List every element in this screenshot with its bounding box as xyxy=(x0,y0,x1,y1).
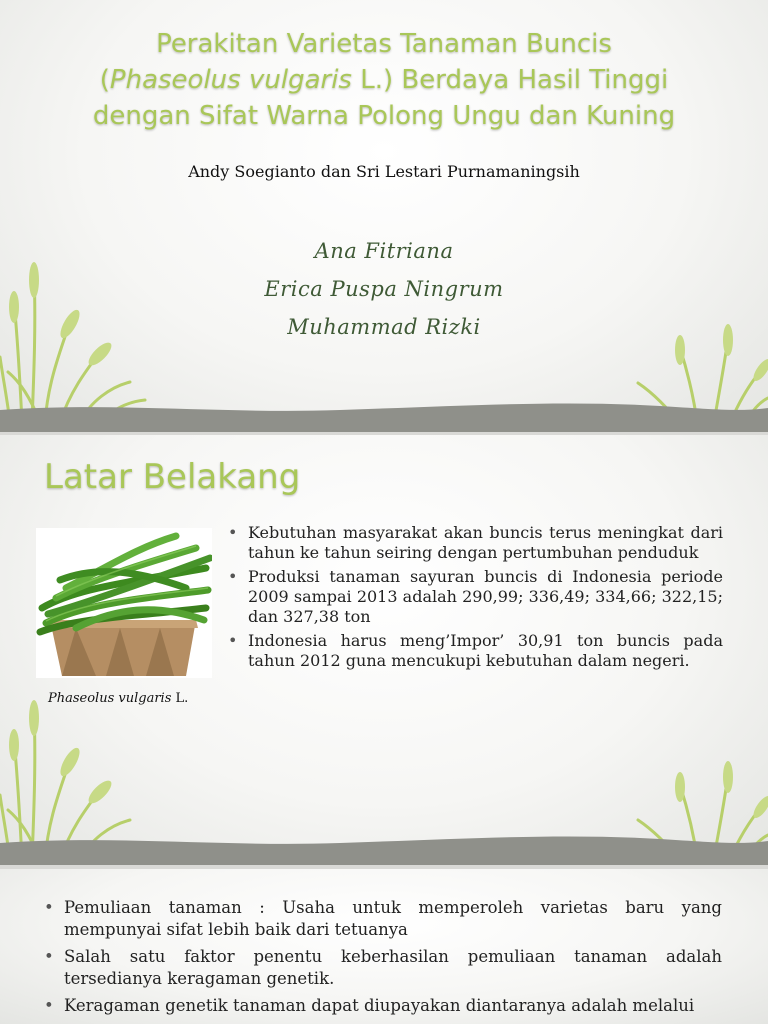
team-member: Ana Fitriana xyxy=(314,239,454,263)
list-item: • Indonesia harus meng’Impor’ 30,91 ton buncis pada tahun 2012 guna mencukupi kebutuhan dalam negeri. xyxy=(226,631,723,671)
list-item: • Pemuliaan tanaman : Usaha untuk memperoleh varietas baru yang mempunyai sifat lebih baik dari tetuanya xyxy=(42,897,722,941)
list-item: • Produksi tanaman sayuran buncis di Indonesia periode 2009 sampai 2013 adalah 290,99; 336,49; 334,66; 322,15; dan 327,38 ton xyxy=(226,567,723,627)
presentation-title xyxy=(20,26,748,134)
title-line-3: dengan Sifat Warna Polong Ungu dan Kuning xyxy=(92,101,676,131)
photo-caption: Phaseolus vulgaris L. xyxy=(48,691,189,706)
team-member: Muhammad Rizki xyxy=(287,315,481,339)
title-line-1: Perakitan Varietas Tanaman Buncis xyxy=(156,29,612,59)
ground-strip xyxy=(0,831,768,865)
breeding-slide xyxy=(0,869,768,1024)
list-item: • Keragaman genetik tanaman dapat diupayakan diantaranya adalah melalui xyxy=(42,995,722,1017)
title-line-2: (Phaseolus vulgaris L.) Berdaya Hasil Tinggi xyxy=(99,65,669,95)
paper-authors: Andy Soegianto dan Sri Lestari Purnamaningsih xyxy=(188,162,580,181)
breeding-bullets xyxy=(42,897,722,1022)
team-member: Erica Puspa Ningrum xyxy=(264,277,504,301)
list-item: • Kebutuhan masyarakat akan buncis terus meningkat dari tahun ke tahun seiring dengan pertumbuhan penduduk xyxy=(226,523,723,563)
background-bullets xyxy=(226,523,723,675)
title-slide xyxy=(0,0,768,432)
background-slide xyxy=(0,435,768,865)
slide-title: Latar Belakang xyxy=(44,457,301,497)
species-name: Phaseolus vulgaris xyxy=(109,65,352,95)
list-item: • Salah satu faktor penentu keberhasilan pemuliaan tanaman adalah tersedianya keragaman genetik. xyxy=(42,946,722,990)
green-beans-photo xyxy=(36,528,212,678)
ground-strip xyxy=(0,398,768,432)
